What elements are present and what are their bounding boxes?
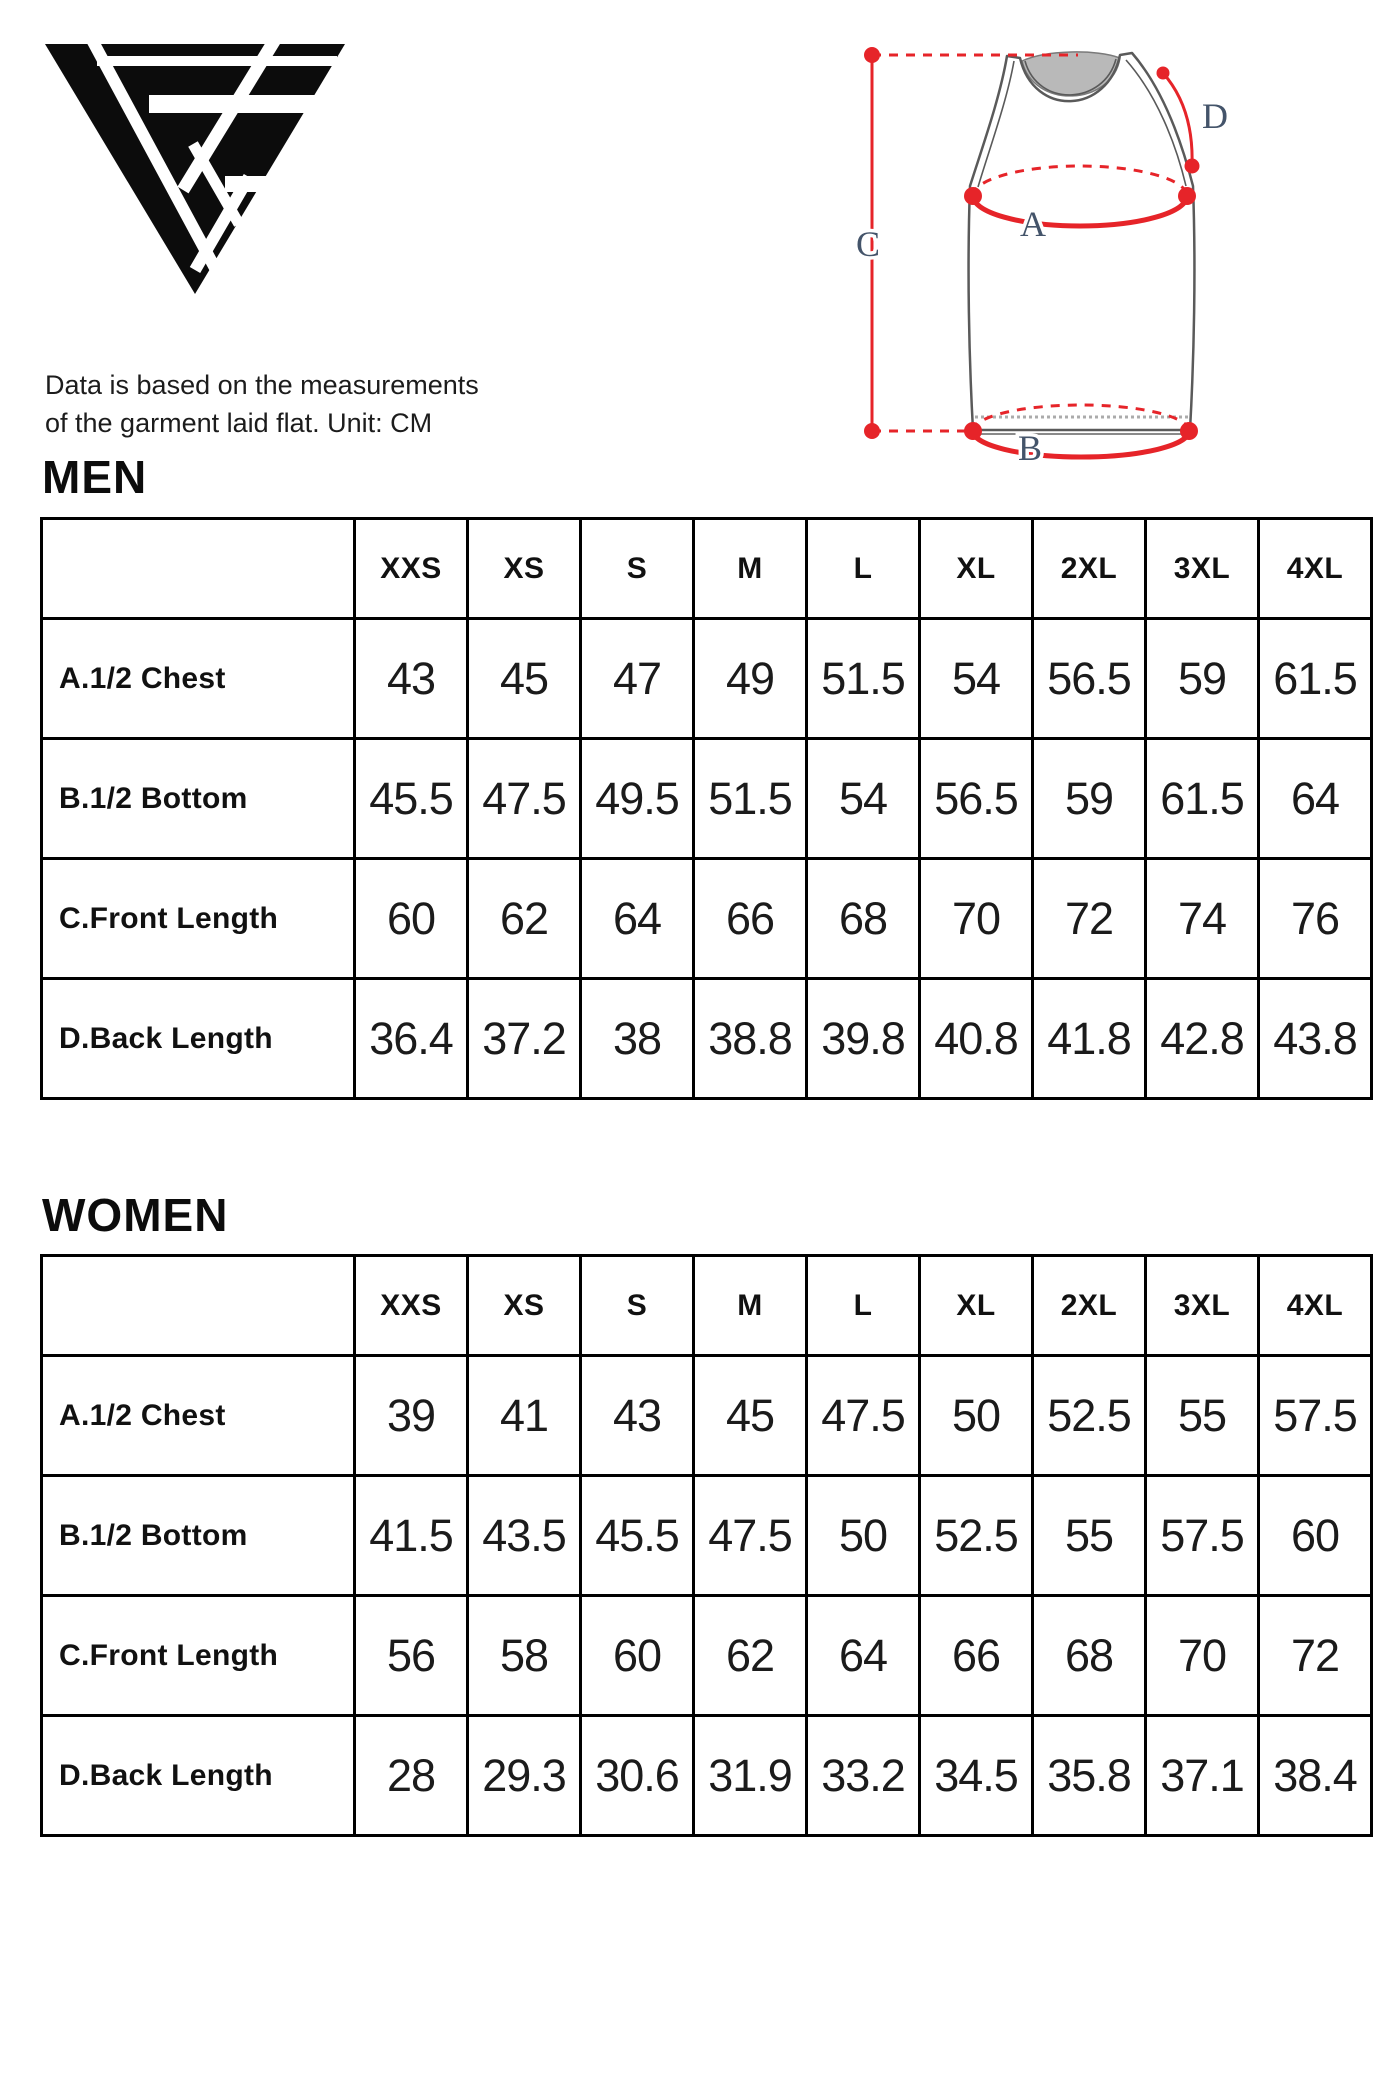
value-cell: 43.5 [468, 1476, 581, 1596]
value-cell: 57.5 [1146, 1476, 1259, 1596]
women-section-title: WOMEN [42, 1189, 229, 1241]
value-cell: 49 [694, 619, 807, 739]
value-cell: 61.5 [1146, 739, 1259, 859]
left-armhole-trim [978, 61, 1014, 187]
value-cell: 40.8 [920, 979, 1033, 1099]
value-cell: 66 [920, 1596, 1033, 1716]
measurement-diagram [820, 28, 1250, 473]
corner-cell [42, 519, 355, 619]
value-cell: 66 [694, 859, 807, 979]
value-cell: 28 [355, 1716, 468, 1836]
value-cell: 58 [468, 1596, 581, 1716]
value-cell: 43.8 [1259, 979, 1372, 1099]
value-cell: 45 [468, 619, 581, 739]
value-cell: 38 [581, 979, 694, 1099]
table-row [42, 859, 1372, 979]
table-row [42, 1476, 1372, 1596]
brand-logo [43, 42, 347, 298]
value-cell: 52.5 [1033, 1356, 1146, 1476]
value-cell: 36.4 [355, 979, 468, 1099]
value-cell: 64 [807, 1596, 920, 1716]
value-cell: 45.5 [355, 739, 468, 859]
value-cell: 39 [355, 1356, 468, 1476]
size-header-cell: 3XL [1146, 519, 1259, 619]
table-row [42, 1596, 1372, 1716]
row-label-cell: B.1/2 Bottom [42, 739, 355, 859]
row-label-cell: C.Front Length [42, 859, 355, 979]
value-cell: 49.5 [581, 739, 694, 859]
value-cell: 74 [1146, 859, 1259, 979]
value-cell: 45 [694, 1356, 807, 1476]
label-d: D [1202, 96, 1228, 136]
size-header-cell: L [807, 519, 920, 619]
measure-curve-d [1163, 73, 1192, 166]
value-cell: 56 [355, 1596, 468, 1716]
value-cell: 60 [355, 859, 468, 979]
value-cell: 47.5 [468, 739, 581, 859]
row-label-cell: C.Front Length [42, 1596, 355, 1716]
value-cell: 64 [581, 859, 694, 979]
value-cell: 60 [1259, 1476, 1372, 1596]
value-cell: 70 [920, 859, 1033, 979]
value-cell: 70 [1146, 1596, 1259, 1716]
value-cell: 39.8 [807, 979, 920, 1099]
value-cell: 47.5 [807, 1356, 920, 1476]
measurement-labels [856, 96, 1228, 468]
size-header-cell: L [807, 1256, 920, 1356]
label-b: B [1018, 428, 1043, 468]
value-cell: 38.4 [1259, 1716, 1372, 1836]
size-header-cell: 4XL [1259, 1256, 1372, 1356]
women-size-table [40, 1254, 1373, 1837]
chest-ellipse-a-top [973, 166, 1187, 196]
value-cell: 56.5 [920, 739, 1033, 859]
value-cell: 35.8 [1033, 1716, 1146, 1836]
value-cell: 72 [1033, 859, 1146, 979]
size-header-cell: M [694, 519, 807, 619]
value-cell: 59 [1033, 739, 1146, 859]
chest-ellipse-a-bottom [973, 196, 1187, 226]
corner-cell [42, 1256, 355, 1356]
value-cell: 56.5 [1033, 619, 1146, 739]
size-header-cell: S [581, 519, 694, 619]
table-row [42, 739, 1372, 859]
value-cell: 57.5 [1259, 1356, 1372, 1476]
size-header-cell: XXS [355, 1256, 468, 1356]
note-line-2: of the garment laid flat. Unit: CM [45, 408, 433, 438]
size-header-cell: XS [468, 1256, 581, 1356]
table-row [42, 1356, 1372, 1476]
value-cell: 76 [1259, 859, 1372, 979]
size-header-cell: XS [468, 519, 581, 619]
value-cell: 64 [1259, 739, 1372, 859]
value-cell: 50 [807, 1476, 920, 1596]
row-label-cell: A.1/2 Chest [42, 619, 355, 739]
value-cell: 51.5 [694, 739, 807, 859]
value-cell: 41.5 [355, 1476, 468, 1596]
value-cell: 55 [1033, 1476, 1146, 1596]
value-cell: 61.5 [1259, 619, 1372, 739]
value-cell: 29.3 [468, 1716, 581, 1836]
value-cell: 68 [807, 859, 920, 979]
size-header-cell: 3XL [1146, 1256, 1259, 1356]
value-cell: 54 [920, 619, 1033, 739]
value-cell: 52.5 [920, 1476, 1033, 1596]
value-cell: 47.5 [694, 1476, 807, 1596]
row-label-cell: D.Back Length [42, 1716, 355, 1836]
value-cell: 37.1 [1146, 1716, 1259, 1836]
size-header-cell: XL [920, 519, 1033, 619]
row-label-cell: B.1/2 Bottom [42, 1476, 355, 1596]
value-cell: 31.9 [694, 1716, 807, 1836]
table-row [42, 619, 1372, 739]
value-cell: 41.8 [1033, 979, 1146, 1099]
label-a: A [1020, 204, 1046, 244]
value-cell: 42.8 [1146, 979, 1259, 1099]
note-line-1: Data is based on the measurements [45, 370, 479, 400]
value-cell: 55 [1146, 1356, 1259, 1476]
value-cell: 45.5 [581, 1476, 694, 1596]
tank-top-outline [969, 52, 1195, 434]
value-cell: 37.2 [468, 979, 581, 1099]
row-label-cell: A.1/2 Chest [42, 1356, 355, 1476]
value-cell: 38.8 [694, 979, 807, 1099]
value-cell: 30.6 [581, 1716, 694, 1836]
value-cell: 62 [694, 1596, 807, 1716]
triangle-mark [45, 42, 345, 294]
size-header-cell: 2XL [1033, 519, 1146, 619]
value-cell: 68 [1033, 1596, 1146, 1716]
size-header-cell: 2XL [1033, 1256, 1146, 1356]
value-cell: 50 [920, 1356, 1033, 1476]
value-cell: 43 [581, 1356, 694, 1476]
size-header-cell: XXS [355, 519, 468, 619]
value-cell: 41 [468, 1356, 581, 1476]
men-size-table [40, 517, 1373, 1100]
men-section-title: MEN [42, 451, 148, 503]
value-cell: 51.5 [807, 619, 920, 739]
value-cell: 62 [468, 859, 581, 979]
size-header-cell: 4XL [1259, 519, 1372, 619]
value-cell: 72 [1259, 1596, 1372, 1716]
table-row [42, 979, 1372, 1099]
measurement-note [45, 366, 479, 442]
size-header-cell: M [694, 1256, 807, 1356]
right-armhole-trim [1126, 60, 1186, 186]
value-cell: 43 [355, 619, 468, 739]
measurement-overlays [864, 47, 1200, 457]
value-cell: 34.5 [920, 1716, 1033, 1836]
label-c: C [856, 224, 881, 264]
value-cell: 54 [807, 739, 920, 859]
value-cell: 60 [581, 1596, 694, 1716]
table-row [42, 1716, 1372, 1836]
value-cell: 47 [581, 619, 694, 739]
value-cell: 59 [1146, 619, 1259, 739]
row-label-cell: D.Back Length [42, 979, 355, 1099]
value-cell: 33.2 [807, 1716, 920, 1836]
size-header-cell: S [581, 1256, 694, 1356]
size-header-cell: XL [920, 1256, 1033, 1356]
